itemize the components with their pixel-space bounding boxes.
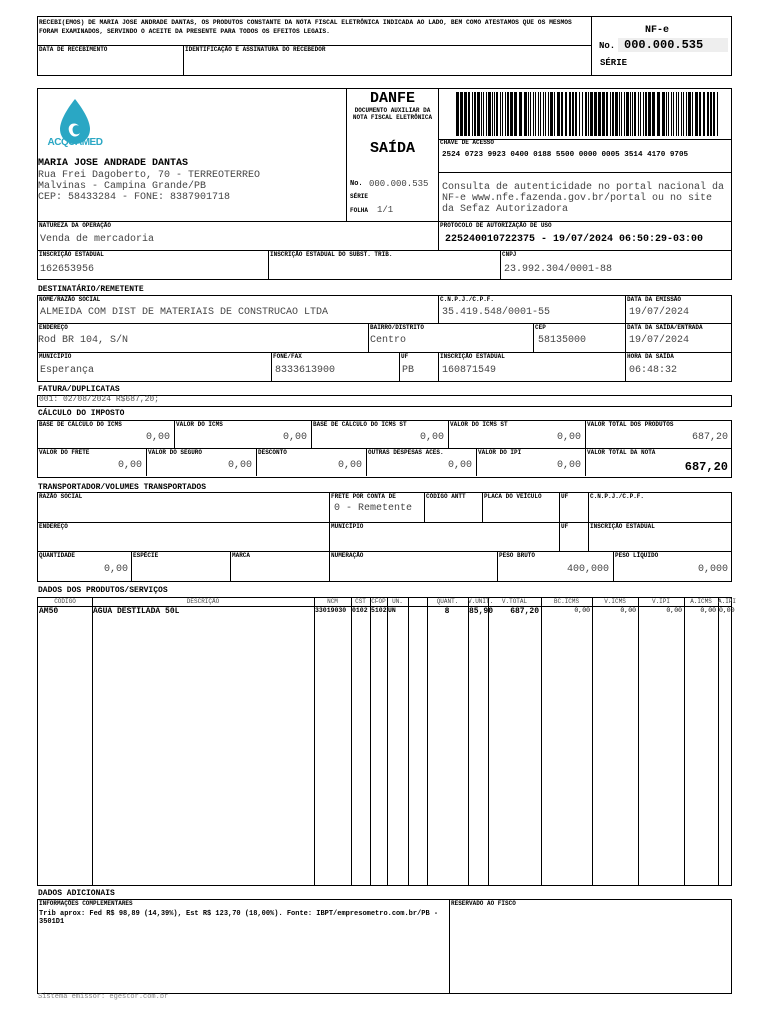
access-key-label: CHAVE DE ACESSO [440, 139, 495, 146]
ie-label: INSCRIÇÃO ESTADUAL [39, 251, 104, 258]
danfe-number-label: No. [350, 180, 363, 188]
barcode-bar [703, 92, 705, 136]
recipient-name: ALMEIDA COM DIST DE MATERIAIS DE CONSTRUCAO LTDA [40, 307, 329, 318]
products-cell: ÁGUA DESTILADA 50L [93, 607, 180, 616]
additional-section-title: DADOS ADICIONAIS [38, 889, 115, 898]
tax-value: 0,00 [556, 460, 581, 471]
barcode-bar [554, 92, 555, 136]
recipient-cnpj-label: C.N.P.J./C.P.F. [440, 296, 495, 303]
barcode-bar [606, 92, 608, 136]
tax-value: 687,20 [691, 432, 728, 443]
barcode-bar [688, 92, 691, 136]
logo-text: ACQUAMED [47, 137, 103, 148]
barcode-bar [594, 92, 597, 136]
additional-info-label: INFORMAÇÕES COMPLEMENTARES [39, 900, 133, 907]
tax-value: 0,00 [556, 432, 581, 443]
exit-time: 06:48:32 [629, 365, 678, 376]
receipt-signature-label: IDENTIFICAÇÃO E ASSINATURA DO RECEBEDOR [185, 46, 326, 53]
barcode-bar [657, 92, 660, 136]
recipient-district: Centro [370, 335, 407, 346]
receipt-date-label: DATA DE RECEBIMENTO [39, 46, 108, 53]
recipient-name-label: NOME/RAZÃO SOCIAL [39, 296, 101, 303]
barcode-bar [494, 92, 495, 136]
carrier-city-label: MUNICÍPIO [331, 523, 364, 530]
ie-value: 162653956 [40, 264, 95, 275]
carrier-section-title: TRANSPORTADOR/VOLUMES TRANSPORTADOS [38, 483, 207, 492]
recipient-ie-label: INSCRIÇÃO ESTADUAL [440, 353, 505, 360]
barcode-bar [565, 92, 567, 136]
barcode-bar [717, 92, 718, 136]
danfe-series-label: SÉRIE [350, 193, 369, 200]
barcode-bar [540, 92, 541, 136]
tax-value: 0,00 [282, 432, 307, 443]
products-column-header: UN. [392, 598, 403, 605]
gross-weight-value: 400,000 [566, 564, 609, 575]
issuer-address: Rua Frei Dagoberto, 70 - TERREOTERREO [38, 170, 261, 181]
barcode-bar [456, 92, 459, 136]
products-column-header: CFOP [371, 598, 386, 605]
carrier-name-label: RAZÃO SOCIAL [39, 493, 83, 500]
barcode-bar [699, 92, 701, 136]
operation-type: SAÍDA [369, 140, 415, 157]
tax-label: VALOR DO SEGURO [148, 449, 203, 456]
recipient-cep: 58135000 [538, 335, 587, 346]
barcode-bar [572, 92, 574, 136]
fiscal-reserved-label: RESERVADO AO FISCO [451, 900, 516, 907]
stub-series-label: SÉRIE [600, 58, 628, 68]
nature-value: Venda de mercadoria [40, 234, 155, 245]
invoice-section-title: FATURA/DUPLICATAS [38, 385, 120, 394]
barcode-bar [550, 92, 553, 136]
tax-label: VALOR TOTAL DA NOTA [587, 449, 656, 456]
recipient-city: Esperança [40, 365, 95, 376]
carrier-uf2-label: UF [561, 523, 569, 530]
barcode-bar [545, 92, 546, 136]
barcode-bar [662, 92, 665, 136]
additional-info: Trib aprox: Fed R$ 98,89 (14,39%), Est R$ 123,70 (18,00%). Fonte: IBPT/empresometro.com.br/PB - 3501D1 [39, 910, 439, 926]
barcode-bar [668, 92, 669, 136]
ie-st-label: INSCRIÇÃO ESTADUAL DO SUBST. TRIB. [270, 251, 393, 258]
danfe-subtitle: DOCUMENTO AUXILIAR DA NOTA FISCAL ELETRÔNICA [352, 107, 433, 121]
tax-value: 0,00 [447, 460, 472, 471]
products-cell: 0,00 [719, 607, 735, 614]
exit-date-label: DATA DA SAÍDA/ENTRADA [627, 324, 703, 331]
tax-label: OUTRAS DESPESAS ACES. [368, 449, 444, 456]
barcode-bar [579, 92, 580, 136]
nature-label: NATUREZA DA OPERAÇÃO [39, 222, 112, 229]
barcode-bar [626, 92, 629, 136]
carrier-address-label: ENDEREÇO [39, 523, 68, 530]
barcode-bar [624, 92, 625, 136]
protocol-label: PROTOCOLO DE AUTORIZAÇÃO DE USO [440, 222, 552, 229]
barcode-bar [632, 92, 633, 136]
barcode-bar [683, 92, 684, 136]
issuer-name: MARIA JOSE ANDRADE DANTAS [38, 158, 189, 169]
barcode-bar [514, 92, 517, 136]
recipient-ie: 160871549 [442, 365, 497, 376]
antt-label: CÓDIGO ANTT [426, 493, 466, 500]
barcode-bar [533, 92, 534, 136]
barcode-bar [502, 92, 503, 136]
tax-label: BASE DE CÁLCULO DO ICMS [39, 421, 122, 428]
gross-weight-label: PESO BRUTO [499, 552, 536, 559]
barcode-bar [602, 92, 605, 136]
tax-label: VALOR DO ICMS [176, 421, 223, 428]
tax-section-title: CÁLCULO DO IMPOSTO [38, 409, 125, 418]
tax-value: 687,20 [684, 460, 728, 474]
plate-label: PLACA DO VEÍCULO [484, 493, 542, 500]
tax-value: 0,00 [117, 460, 142, 471]
barcode-bar [692, 92, 693, 136]
barcode-bar [496, 92, 498, 136]
barcode-bar [492, 92, 493, 136]
barcode-bar [695, 92, 698, 136]
products-column-header: A.IPI [718, 598, 737, 605]
company-logo [40, 97, 110, 153]
barcode-bar [530, 92, 531, 136]
barcode-bar [575, 92, 577, 136]
barcode [456, 92, 720, 136]
products-column-header: CÓDIGO [54, 598, 76, 605]
tax-label: VALOR DO FRETE [39, 449, 90, 456]
products-column-header: DESCRIÇÃO [186, 598, 220, 605]
quantity-value: 0,00 [103, 564, 128, 575]
tax-label: VALOR TOTAL DOS PRODUTOS [587, 421, 674, 428]
recipient-section-title: DESTINATÁRIO/REMETENTE [38, 285, 144, 294]
barcode-bar [640, 92, 641, 136]
products-cell: 0102 [352, 607, 368, 614]
issuer-contact: CEP: 58433284 - FONE: 8387901718 [38, 192, 231, 203]
tax-value: 0,00 [337, 460, 362, 471]
barcode-bar [557, 92, 560, 136]
barcode-bar [648, 92, 651, 136]
products-column-header: A.ICMS [690, 598, 712, 605]
stub-nfe-title: NF-e [645, 25, 670, 36]
recipient-district-label: BAIRRO/DISTRITO [370, 324, 425, 331]
products-cell: AM50 [39, 607, 59, 616]
authenticity-note: Consulta de autenticidade no portal nacional da NF-e www.nfe.fazenda.gov.br/portal ou no site da Sefaz Autorizadora [442, 182, 725, 215]
tax-value: 0,00 [145, 432, 170, 443]
tax-label: DESCONTO [258, 449, 287, 456]
products-column-header: CST [355, 598, 366, 605]
barcode-bar [481, 92, 482, 136]
receipt-text: RECEBI(EMOS) DE MARIA JOSE ANDRADE DANTAS, OS PRODUTOS CONSTANTE DA NOTA FISCAL ELETRÔNICA INDICADA AO LADO, BEM COMO ATESTAMOS QUE OS MESMOS FORAM EXAMINADOS, SERVINDO O ACEITE DA PRESENTE PARA TODOS OS EFEITOS LEGAIS. [39, 19, 572, 35]
tax-value: 0,00 [419, 432, 444, 443]
barcode-bar [474, 92, 476, 136]
danfe-sheet-label: FOLHA [350, 207, 369, 214]
barcode-bar [634, 92, 636, 136]
danfe-sheet: 1/1 [377, 205, 394, 215]
barcode-bar [472, 92, 473, 136]
issuer-city: Malvinas - Campina Grande/PB [38, 181, 207, 192]
barcode-bar [652, 92, 655, 136]
recipient-city-label: MUNICÍPIO [39, 353, 72, 360]
barcode-bar [621, 92, 622, 136]
tax-label: VALOR DO ICMS ST [450, 421, 508, 428]
barcode-bar [468, 92, 470, 136]
barcode-bar [460, 92, 463, 136]
barcode-bar [686, 92, 687, 136]
barcode-bar [524, 92, 527, 136]
barcode-bar [535, 92, 536, 136]
barcode-bar [588, 92, 589, 136]
recipient-uf: PB [402, 365, 415, 376]
barcode-bar [510, 92, 513, 136]
numbering-label: NUMERAÇÃO [331, 552, 364, 559]
barcode-bar [707, 92, 709, 136]
barcode-bar [488, 92, 491, 136]
barcode-bar [676, 92, 677, 136]
products-column-header: V.ICMS [604, 598, 626, 605]
products-column-header: QUANT. [436, 598, 459, 605]
products-cell: UN [388, 607, 396, 614]
products-column-header: V.IPI [651, 598, 670, 605]
invoice-installments: 001: 02/08/2024 R$687,20; [39, 395, 160, 404]
barcode-bar [666, 92, 667, 136]
footer-issuer-system: Sistema emissor: egestor.com.br [38, 993, 169, 1001]
barcode-bar [569, 92, 571, 136]
freight-label: FRETE POR CONTA DE [331, 493, 396, 500]
products-cell: 85,90 [469, 607, 494, 616]
barcode-bar [582, 92, 583, 136]
barcode-bar [590, 92, 593, 136]
products-cell: 0,00 [574, 607, 590, 614]
barcode-bar [612, 92, 614, 136]
barcode-bar [619, 92, 620, 136]
barcode-bar [464, 92, 467, 136]
barcode-bar [610, 92, 611, 136]
barcode-bar [678, 92, 679, 136]
danfe-title: DANFE [369, 90, 415, 107]
barcode-bar [585, 92, 587, 136]
barcode-bar [645, 92, 647, 136]
products-cell: 5102 [371, 607, 387, 614]
products-section-title: DADOS DOS PRODUTOS/SERVIÇOS [38, 586, 168, 595]
tax-value: 0,00 [227, 460, 252, 471]
barcode-bar [543, 92, 544, 136]
barcode-bar [483, 92, 484, 136]
barcode-bar [713, 92, 715, 136]
barcode-bar [528, 92, 529, 136]
recipient-phone: 8333613900 [275, 365, 336, 376]
barcode-bar [500, 92, 501, 136]
barcode-bar [673, 92, 674, 136]
barcode-bar [615, 92, 618, 136]
recipient-address-label: ENDEREÇO [39, 324, 68, 331]
recipient-phone-label: FONE/FAX [273, 353, 302, 360]
net-weight-label: PESO LÍQUIDO [615, 552, 659, 559]
carrier-uf-label: UF [561, 493, 569, 500]
access-key-value: 2524 0723 9923 0400 0188 5500 0000 0005 3514 4170 9705 [442, 151, 689, 159]
freight-value: 0 - Remetente [334, 503, 413, 514]
barcode-bar [477, 92, 480, 136]
exit-time-label: HORA DA SAÍDA [627, 353, 674, 360]
products-table [37, 597, 737, 886]
net-weight-value: 0,000 [697, 564, 728, 575]
issue-date: 19/07/2024 [629, 307, 690, 318]
products-column-header: V.TOTAL [501, 598, 528, 605]
products-cell: 687,20 [510, 607, 539, 616]
tax-label: BASE DE CÁLCULO DO ICMS ST [313, 421, 407, 428]
protocol-value: 225240010722375 - 19/07/2024 06:50:29-03:00 [445, 234, 704, 245]
products-cell: 33019030 [315, 607, 347, 614]
products-cell: 0,00 [700, 607, 716, 614]
recipient-cnpj: 35.419.548/0001-55 [442, 307, 551, 318]
products-column-header: V.UNIT. [468, 598, 494, 605]
issuer-cnpj-value: 23.992.304/0001-88 [504, 264, 613, 275]
issuer-cnpj-label: CNPJ [502, 251, 517, 258]
barcode-bar [548, 92, 549, 136]
barcode-bar [507, 92, 509, 136]
issue-date-label: DATA DA EMISSÃO [627, 296, 682, 303]
products-cell: 0,00 [620, 607, 636, 614]
barcode-bar [486, 92, 487, 136]
barcode-bar [598, 92, 601, 136]
recipient-address: Rod BR 104, S/N [38, 335, 129, 346]
tax-label: VALOR DO IPI [478, 449, 522, 456]
species-label: ESPÉCIE [133, 552, 159, 559]
carrier-ie-label: INSCRIÇÃO ESTADUAL [590, 523, 655, 530]
exit-date: 19/07/2024 [629, 335, 690, 346]
danfe-number: 000.000.535 [369, 179, 429, 189]
barcode-bar [643, 92, 644, 136]
barcode-bar [681, 92, 682, 136]
stub-number: 000.000.535 [618, 38, 728, 52]
brand-label: MARCA [232, 552, 251, 559]
barcode-bar [505, 92, 506, 136]
barcode-bar [538, 92, 539, 136]
recipient-cep-label: CEP [535, 324, 546, 331]
barcode-bar [561, 92, 563, 136]
products-cell: 0,00 [666, 607, 682, 614]
products-column-header: NCM [327, 598, 338, 605]
quantity-label: QUANTIDADE [39, 552, 76, 559]
barcode-bar [671, 92, 672, 136]
barcode-bar [519, 92, 522, 136]
recipient-uf-label: UF [401, 353, 409, 360]
products-cell: 8 [444, 607, 450, 616]
products-column-header: BC.ICMS [553, 598, 580, 605]
barcode-bar [630, 92, 631, 136]
barcode-bar [710, 92, 712, 136]
stub-number-label: No. [599, 41, 616, 51]
barcode-bar [638, 92, 639, 136]
carrier-cnpj-label: C.N.P.J./C.P.F. [590, 493, 645, 500]
